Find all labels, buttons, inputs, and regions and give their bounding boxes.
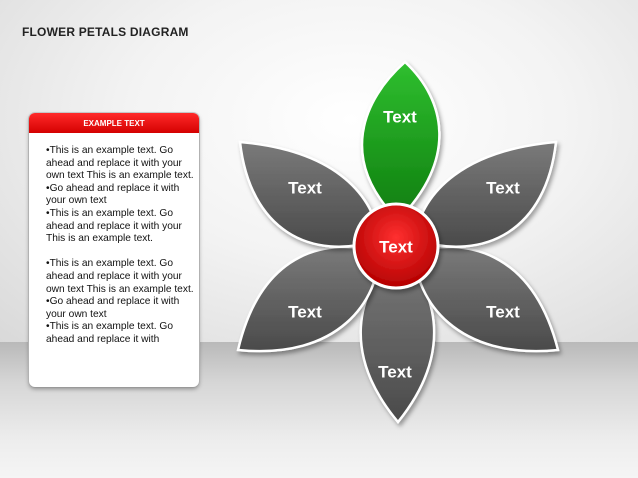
petal-label-lower-left: Text <box>288 302 322 322</box>
bullet-item: •This is an example text. Go ahead and replace it with your own text This is an example text. <box>46 258 194 295</box>
center-label: Text <box>379 237 413 257</box>
petal-label-lower-right: Text <box>486 302 520 322</box>
petal-label-upper-left: Text <box>288 178 322 198</box>
petal-label-upper-right: Text <box>486 178 520 198</box>
page-title: FLOWER PETALS DIAGRAM <box>22 25 189 39</box>
petal-top <box>362 62 439 220</box>
petal-label-top: Text <box>383 107 417 127</box>
bullet-item: •This is an example text. Go ahead and replace it with <box>46 321 174 345</box>
bullet-item: •This is an example text. Go ahead and replace it with your This is an example text. <box>46 207 182 245</box>
text-box-header: EXAMPLE TEXT <box>29 113 199 133</box>
petal-label-bottom: Text <box>378 362 412 382</box>
bullet-item: •This is an example text. Go ahead and replace it with your own text This is an example text. <box>46 145 194 182</box>
bullet-item: •Go ahead and replace it with your own text <box>46 296 180 320</box>
bullet-item: •Go ahead and replace it with your own text <box>46 182 180 207</box>
